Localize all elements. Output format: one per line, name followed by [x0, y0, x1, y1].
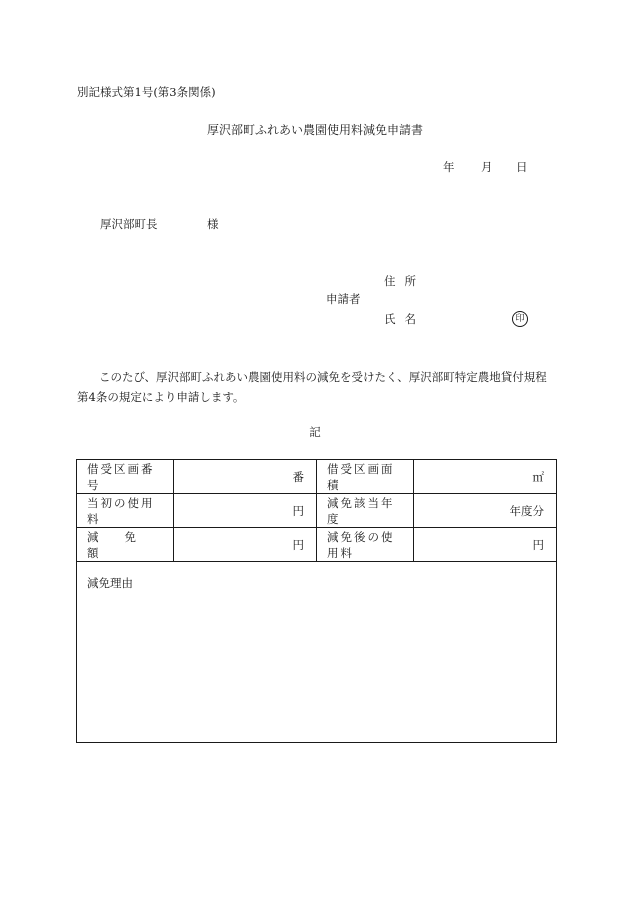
- reduction-reason-label: 減免理由: [87, 576, 133, 590]
- reduction-amount-label: 減免額: [77, 528, 174, 562]
- seal-mark: 印: [512, 311, 528, 327]
- initial-fee-field[interactable]: 円: [174, 494, 317, 528]
- plot-number-field[interactable]: 番: [174, 460, 317, 494]
- date-year-label: 年: [443, 160, 455, 174]
- addressee-honorific: 様: [207, 217, 219, 231]
- reduction-year-label: 減免該当年度: [317, 494, 414, 528]
- reduction-amount-field[interactable]: 円: [174, 528, 317, 562]
- applicant-address-label: 住所: [384, 274, 425, 288]
- applicant-label: 申請者: [326, 292, 361, 306]
- post-reduction-fee-label: 減免後の使用料: [317, 528, 414, 562]
- plot-number-label: 借受区画番号: [77, 460, 174, 494]
- table-row: [77, 494, 557, 528]
- date-month-label: 月: [481, 160, 493, 174]
- applicant-name-label: 氏名: [384, 312, 425, 326]
- application-statement: このたび、厚沢部町ふれあい農園使用料の減免を受けたく、厚沢部町特定農地貸付規程第4条の規定により申請します。: [77, 370, 547, 404]
- application-details-table: [76, 459, 557, 743]
- form-reference: 別記様式第1号(第3条関係): [77, 85, 216, 99]
- document-title: 厚沢部町ふれあい農園使用料減免申請書: [206, 123, 423, 137]
- reduction-reason-field[interactable]: [77, 562, 557, 743]
- ki-heading: 記: [309, 425, 321, 439]
- post-reduction-fee-field[interactable]: 円: [414, 528, 557, 562]
- reduction-year-field[interactable]: 年度分: [414, 494, 557, 528]
- table-row: [77, 528, 557, 562]
- addressee-name: 厚沢部町長: [100, 217, 158, 231]
- date-day-label: 日: [516, 160, 528, 174]
- plot-area-field[interactable]: ㎡: [414, 460, 557, 494]
- table-row: [77, 460, 557, 494]
- initial-fee-label: 当初の使用料: [77, 494, 174, 528]
- plot-area-label: 借受区画面積: [317, 460, 414, 494]
- table-row: [77, 562, 557, 743]
